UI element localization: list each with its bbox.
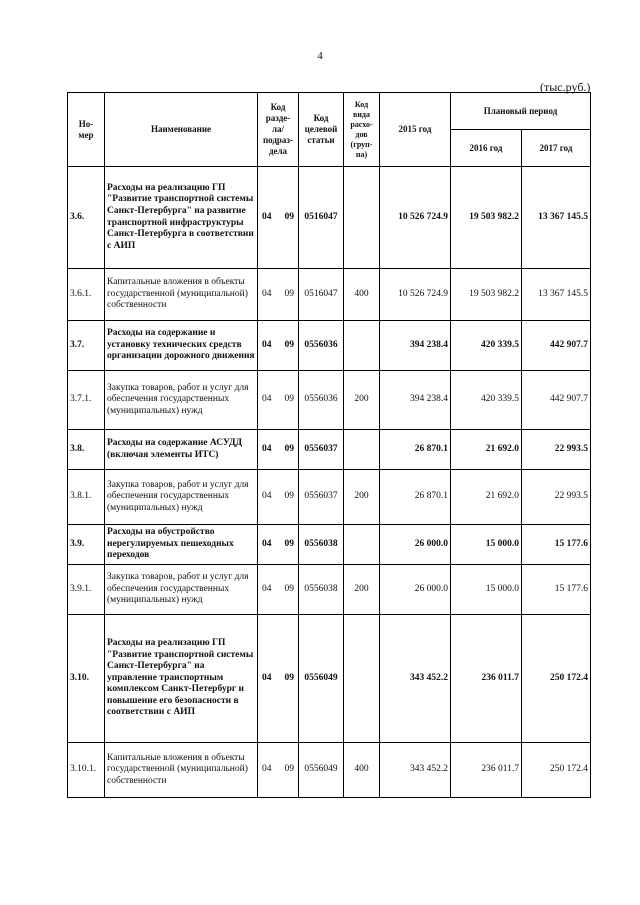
- row-number: 3.6.1.: [68, 269, 105, 321]
- row-value-2017: 13 367 145.5: [522, 269, 591, 321]
- row-expense-type: [344, 525, 380, 565]
- section-code: 04: [262, 443, 272, 454]
- table-row: [68, 269, 591, 321]
- row-expense-type: 200: [344, 470, 380, 525]
- header-planning-period: Плановый период: [451, 93, 591, 130]
- section-code: 04: [262, 538, 272, 549]
- row-value-2015: 26 870.1: [380, 470, 451, 525]
- row-section-code: [258, 470, 299, 525]
- row-expense-type: 400: [344, 743, 380, 798]
- row-expense-type: [344, 321, 380, 371]
- table-row: [68, 743, 591, 798]
- row-number: 3.10.: [68, 615, 105, 743]
- header-year-2016: 2016 год: [451, 130, 522, 167]
- row-value-2015: 343 452.2: [380, 615, 451, 743]
- row-value-2015: 26 870.1: [380, 430, 451, 470]
- row-value-2015: 343 452.2: [380, 743, 451, 798]
- subsection-code: 09: [284, 443, 294, 454]
- row-value-2016: 420 339.5: [451, 321, 522, 371]
- row-name: Закупка товаров, работ и услуг для обеспечения государственных (муниципальных) нужд: [105, 565, 258, 615]
- row-value-2017: 22 993.5: [522, 470, 591, 525]
- row-name: Расходы на реализацию ГП "Развитие транспортной системы Санкт-Петербурга" на управление транспортным комплексом Санкт-Петербург и повышение его безопасности в соответствии с АИП: [105, 615, 258, 743]
- row-section-code: [258, 321, 299, 371]
- subsection-code: 09: [284, 339, 294, 350]
- row-value-2016: 21 692.0: [451, 430, 522, 470]
- table-row: [68, 615, 591, 743]
- header-section-code: Код разде- ла/ подраз- дела: [258, 93, 299, 167]
- row-value-2016: 236 011.7: [451, 615, 522, 743]
- row-value-2016: 420 339.5: [451, 371, 522, 430]
- row-target-code: 0516047: [299, 167, 344, 269]
- units-note: (тыс.руб.): [540, 80, 591, 94]
- row-expense-type: 400: [344, 269, 380, 321]
- subsection-code: 09: [284, 538, 294, 549]
- subsection-code: 09: [284, 583, 294, 594]
- header-year-2015: 2015 год: [380, 93, 451, 167]
- row-value-2017: 250 172.4: [522, 743, 591, 798]
- row-number: 3.6.: [68, 167, 105, 269]
- header-year-2017: 2017 год: [522, 130, 591, 167]
- row-value-2017: 442 907.7: [522, 321, 591, 371]
- row-value-2017: 15 177.6: [522, 565, 591, 615]
- row-number: 3.9.1.: [68, 565, 105, 615]
- row-target-code: 0556038: [299, 565, 344, 615]
- row-name: Закупка товаров, работ и услуг для обеспечения государственных (муниципальных) нужд: [105, 470, 258, 525]
- row-value-2015: 10 526 724.9: [380, 269, 451, 321]
- header-number: Но- мер: [68, 93, 105, 167]
- row-target-code: 0556037: [299, 470, 344, 525]
- row-name: Закупка товаров, работ и услуг для обеспечения государственных (муниципальных) нужд: [105, 371, 258, 430]
- row-number: 3.9.: [68, 525, 105, 565]
- header-target-code: Код целевой статьи: [299, 93, 344, 167]
- row-name: Расходы на содержание АСУДД (включая элементы ИТС): [105, 430, 258, 470]
- row-name: Расходы на реализацию ГП "Развитие транспортной системы Санкт-Петербурга" на развитие транспортной инфраструктуры Санкт-Петербурга в соответствии с АИП: [105, 167, 258, 269]
- row-value-2016: 19 503 982.2: [451, 269, 522, 321]
- row-number: 3.10.1.: [68, 743, 105, 798]
- row-target-code: 0556036: [299, 321, 344, 371]
- row-number: 3.8.: [68, 430, 105, 470]
- row-expense-type: [344, 167, 380, 269]
- row-expense-type: 200: [344, 565, 380, 615]
- row-value-2016: 15 000.0: [451, 525, 522, 565]
- row-expense-type: 200: [344, 371, 380, 430]
- row-value-2016: 236 011.7: [451, 743, 522, 798]
- row-section-code: [258, 269, 299, 321]
- row-section-code: [258, 167, 299, 269]
- row-number: 3.7.1.: [68, 371, 105, 430]
- subsection-code: 09: [284, 672, 294, 683]
- subsection-code: 09: [284, 211, 294, 222]
- table-row: [68, 167, 591, 269]
- header-expense-type-code: Код вида расхо- дов (груп- па): [344, 93, 380, 167]
- row-section-code: [258, 525, 299, 565]
- section-code: 04: [262, 583, 272, 594]
- row-value-2015: 26 000.0: [380, 525, 451, 565]
- row-name: Расходы на обустройство нерегулируемых пешеходных переходов: [105, 525, 258, 565]
- row-value-2017: 13 367 145.5: [522, 167, 591, 269]
- row-value-2016: 21 692.0: [451, 470, 522, 525]
- table-row: [68, 430, 591, 470]
- table-row: [68, 371, 591, 430]
- table-row: [68, 565, 591, 615]
- row-value-2015: 26 000.0: [380, 565, 451, 615]
- row-target-code: 0556038: [299, 525, 344, 565]
- row-value-2017: 442 907.7: [522, 371, 591, 430]
- section-code: 04: [262, 491, 272, 502]
- table-row: [68, 321, 591, 371]
- subsection-code: 09: [284, 288, 294, 299]
- row-section-code: [258, 371, 299, 430]
- row-value-2017: 15 177.6: [522, 525, 591, 565]
- row-section-code: [258, 615, 299, 743]
- row-expense-type: [344, 430, 380, 470]
- row-target-code: 0556036: [299, 371, 344, 430]
- row-value-2017: 22 993.5: [522, 430, 591, 470]
- row-section-code: [258, 743, 299, 798]
- row-name: Расходы на содержание и установку технических средств организации дорожного движения: [105, 321, 258, 371]
- row-target-code: 0556049: [299, 743, 344, 798]
- row-value-2015: 394 238.4: [380, 321, 451, 371]
- row-value-2015: 10 526 724.9: [380, 167, 451, 269]
- row-section-code: [258, 565, 299, 615]
- row-section-code: [258, 430, 299, 470]
- row-value-2017: 250 172.4: [522, 615, 591, 743]
- section-code: 04: [262, 764, 272, 775]
- section-code: 04: [262, 288, 272, 299]
- row-number: 3.8.1.: [68, 470, 105, 525]
- budget-table: [67, 92, 591, 798]
- row-value-2016: 15 000.0: [451, 565, 522, 615]
- row-target-code: 0516047: [299, 269, 344, 321]
- subsection-code: 09: [284, 764, 294, 775]
- row-value-2016: 19 503 982.2: [451, 167, 522, 269]
- section-code: 04: [262, 672, 272, 683]
- section-code: 04: [262, 339, 272, 350]
- row-target-code: 0556037: [299, 430, 344, 470]
- row-target-code: 0556049: [299, 615, 344, 743]
- row-expense-type: [344, 615, 380, 743]
- header-name: Наименование: [105, 93, 258, 167]
- page-number: 4: [317, 50, 323, 62]
- row-value-2015: 394 238.4: [380, 371, 451, 430]
- subsection-code: 09: [284, 394, 294, 405]
- table-row: [68, 470, 591, 525]
- subsection-code: 09: [284, 491, 294, 502]
- row-name: Капитальные вложения в объекты государственной (муниципальной) собственности: [105, 269, 258, 321]
- row-name: Капитальные вложения в объекты государственной (муниципальной) собственности: [105, 743, 258, 798]
- section-code: 04: [262, 211, 272, 222]
- row-number: 3.7.: [68, 321, 105, 371]
- table-row: [68, 525, 591, 565]
- section-code: 04: [262, 394, 272, 405]
